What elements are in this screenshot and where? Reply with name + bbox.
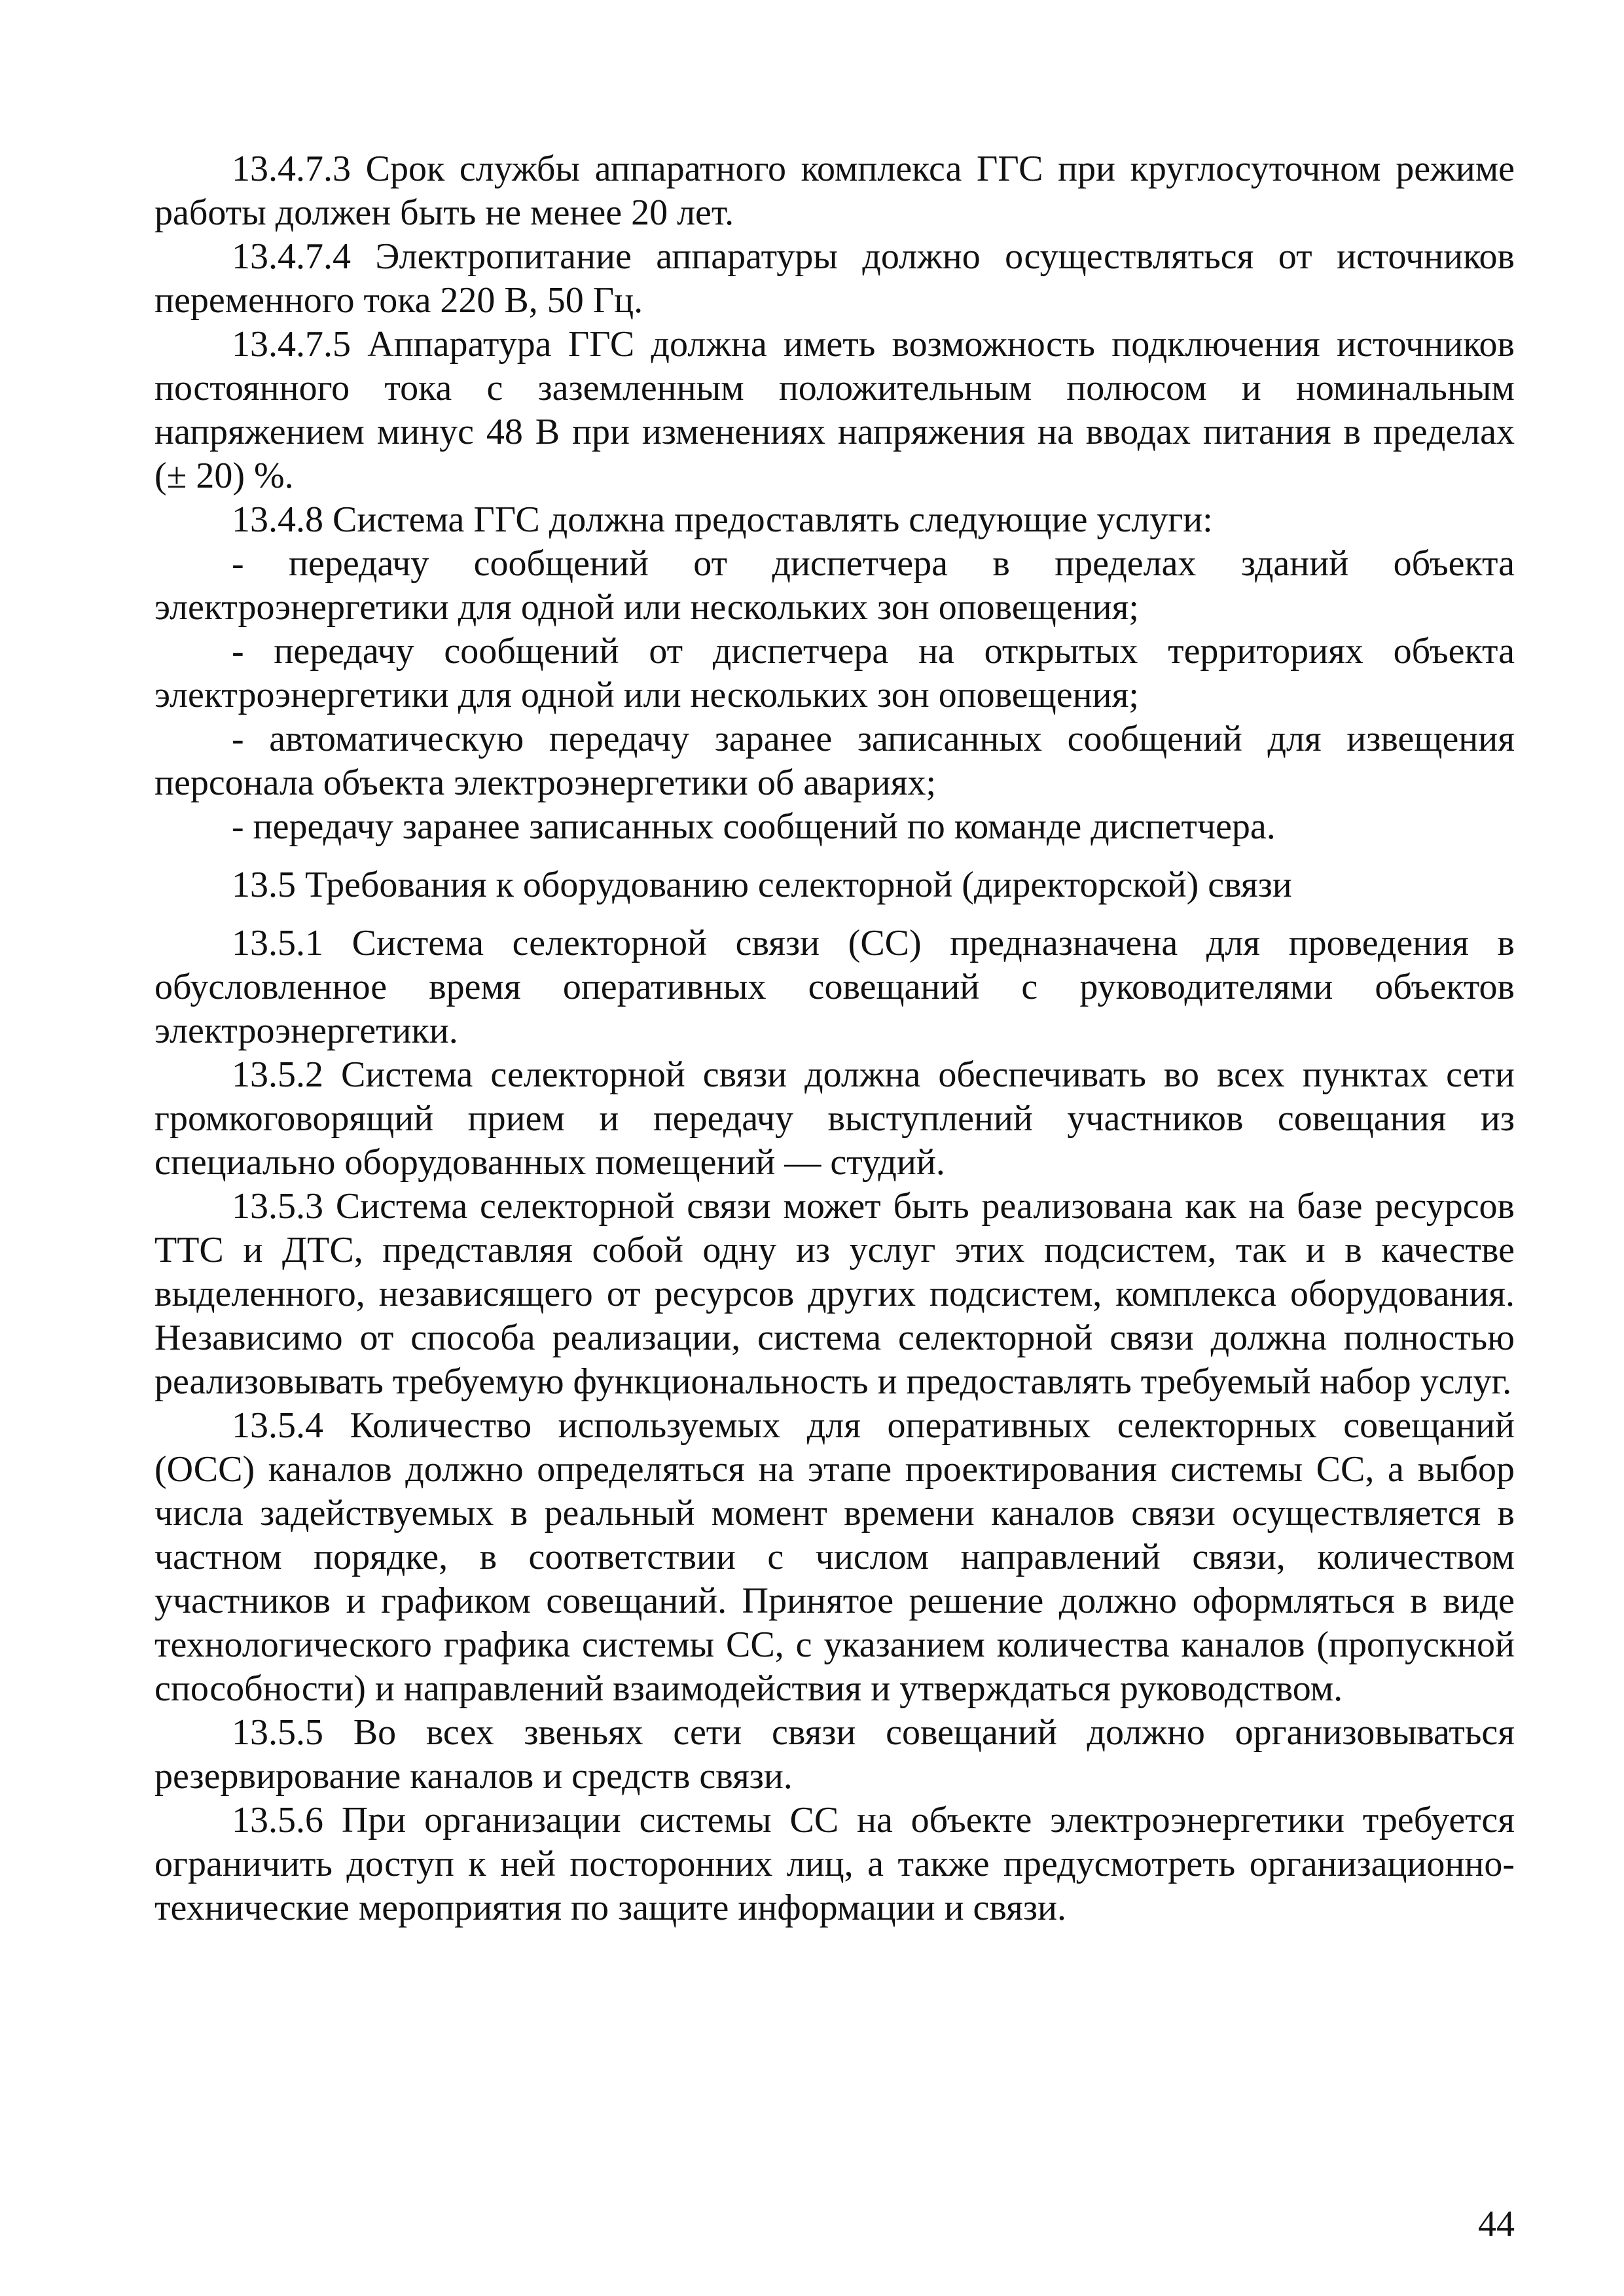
paragraph-13-5-2: 13.5.2 Система селекторной связи должна обеспечивать во всех пунктах сети громкоговорящий прием и передачу выступлений участников совещания из специально оборудованных помещений — студий. — [154, 1054, 1515, 1183]
paragraph-13-5-4: 13.5.4 Количество используемых для оперативных селекторных совещаний (ОСС) каналов должно определяться на этапе проектирования системы СС, а выбор числа задействуемых в реальный момент времени каналов связи осуществляется в частном порядке, в соответствии с числом направлений связи, количеством участников и графиком совещаний. Принятое решение должно оформляться в виде технологического графика системы СС, с указанием количества каналов (пропускной способности) и направлений взаимодействия и утверждаться руководством. — [154, 1405, 1515, 1709]
list-item-service-3: - автоматическую передачу заранее записанных сообщений для извещения персонала объекта электроэнергетики об авариях; — [154, 719, 1515, 803]
paragraph-13-5-6: 13.5.6 При организации системы СС на объекте электроэнергетики требуется ограничить доступ к ней посторонних лиц, а также предусмотреть организационно-технические мероприятия по защите информации и связи. — [154, 1800, 1515, 1928]
paragraph-13-5-3: 13.5.3 Система селекторной связи может быть реализована как на базе ресурсов ТТС и ДТС, представляя собой одну из услуг этих подсистем, так и в качестве выделенного, независящего от ресурсов других подсистем, комплекса оборудования. Независимо от способа реализации, система селекторной связи должна полностью реализовывать требуемую функциональность и предоставлять требуемый набор услуг. — [154, 1186, 1515, 1402]
section-heading-13-5: 13.5 Требования к оборудованию селекторной (директорской) связи — [232, 865, 1292, 905]
list-item-service-2: - передачу сообщений от диспетчера на открытых территориях объекта электроэнергетики для одной или нескольких зон оповещения; — [154, 631, 1515, 715]
paragraph-13-4-7-3: 13.4.7.3 Срок службы аппаратного комплекса ГГС при круглосуточном режиме работы должен быть не менее 20 лет. — [154, 149, 1515, 233]
list-item-service-4: - передачу заранее записанных сообщений по команде диспетчера. — [232, 806, 1276, 847]
paragraph-13-5-5: 13.5.5 Во всех звеньях сети связи совещаний должно организовываться резервирование каналов и средств связи. — [154, 1712, 1515, 1797]
list-item-service-1: - передачу сообщений от диспетчера в пределах зданий объекта электроэнергетики для одной или нескольких зон оповещения; — [154, 543, 1515, 628]
paragraph-13-4-7-5: 13.4.7.5 Аппаратура ГГС должна иметь возможность подключения источников постоянного тока с заземленным положительным полюсом и номинальным напряжением минус 48 В при изменениях напряжения на вводах питания в пределах (± 20) %. — [154, 324, 1515, 496]
page-body — [154, 147, 1515, 1930]
page-number: 44 — [1478, 2204, 1515, 2244]
paragraph-13-5-1: 13.5.1 Система селекторной связи (СС) предназначена для проведения в обусловленное время оперативных совещаний с руководителями объектов электроэнергетики. — [154, 923, 1515, 1051]
paragraph-13-4-7-4: 13.4.7.4 Электропитание аппаратуры должно осуществляться от источников переменного тока 220 В, 50 Гц. — [154, 236, 1515, 321]
paragraph-13-4-8: 13.4.8 Система ГГС должна предоставлять следующие услуги: — [232, 499, 1213, 540]
